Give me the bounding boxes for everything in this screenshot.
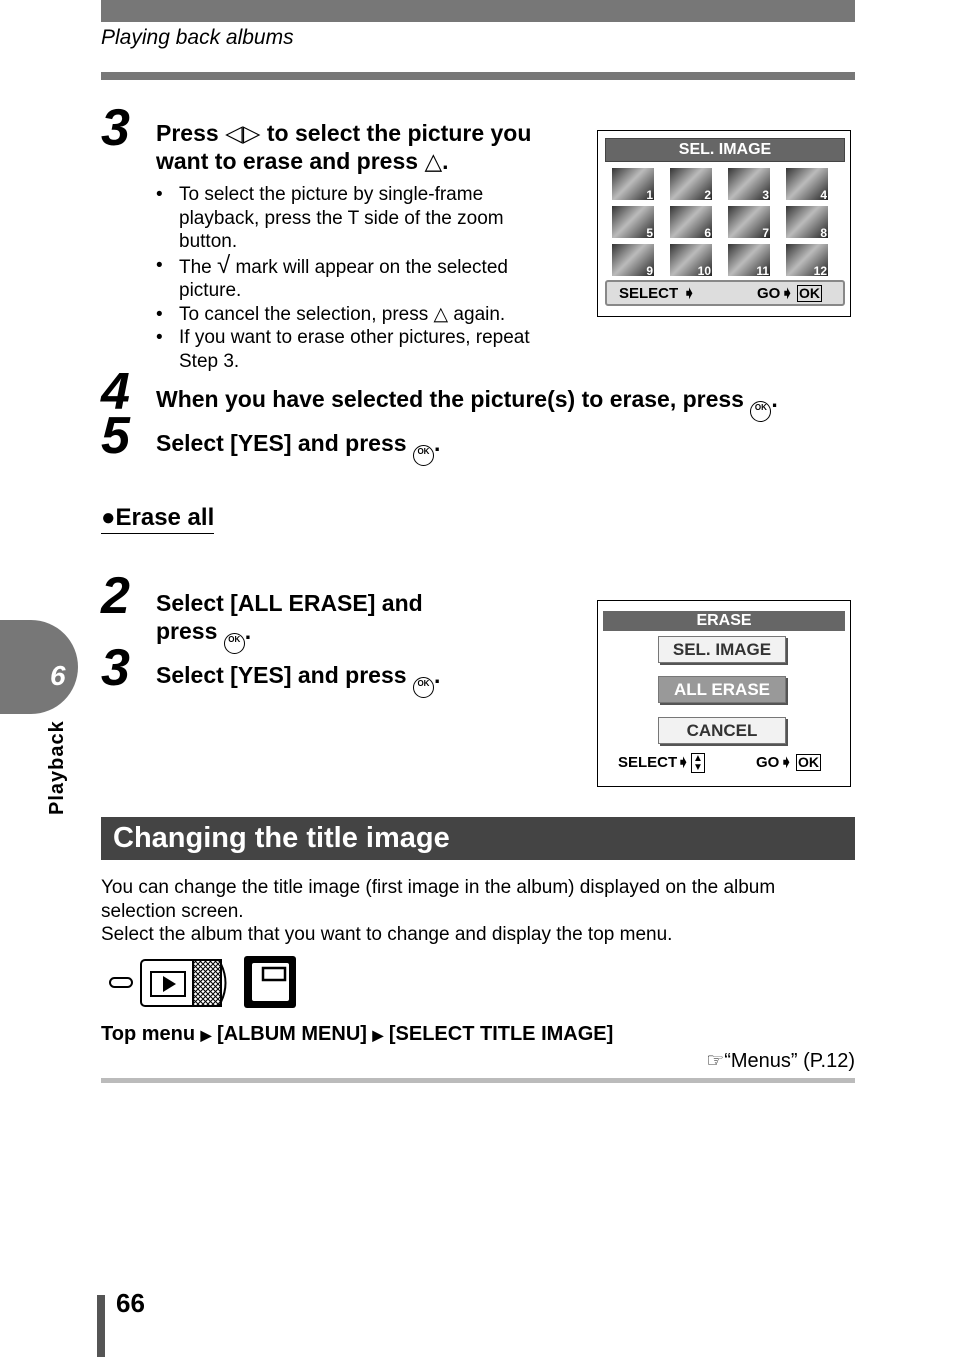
step-text: .: [433, 430, 441, 456]
step-2-text: [156, 589, 456, 654]
select-label: SELECT: [619, 285, 679, 302]
bullet-text: again.: [448, 303, 506, 325]
step-text: .: [244, 618, 252, 644]
arrow-right-icon: ➧: [780, 754, 793, 771]
screen-footer: [603, 751, 845, 778]
reference-hand-icon: ☞: [706, 1050, 725, 1072]
arrow-right-icon: ▶: [200, 1027, 212, 1043]
screen-title: ERASE: [603, 611, 845, 631]
step-3b-text: [156, 661, 440, 698]
paragraph-line: You can change the title image (first image in the album) displayed on the album selection screen.: [101, 877, 776, 922]
bullet-item: • To select the picture by single-frame playback, press the T side of the zoom button.: [156, 183, 551, 254]
ok-button-icon: OK: [413, 445, 434, 466]
triangle-up-icon: △: [433, 303, 449, 325]
thumbnail-number: 3: [762, 188, 769, 202]
step-text: .: [433, 662, 441, 688]
thumbnail[interactable]: [670, 244, 712, 276]
menu-path: [101, 1023, 613, 1046]
step-number: 3: [101, 639, 130, 697]
arrow-right-icon: ➧: [683, 285, 696, 302]
all-erase-option[interactable]: ALL ERASE: [658, 676, 786, 703]
section-title: Changing the title image: [101, 817, 855, 860]
page-number-bar: [97, 1295, 105, 1357]
section-rule: [101, 1078, 855, 1083]
thumbnail-number: 4: [820, 188, 827, 202]
check-mark-icon: √: [217, 251, 231, 279]
thumbnail[interactable]: [612, 244, 654, 276]
step-text: Select [ALL ERASE] and press: [156, 590, 423, 644]
menus-reference: [706, 1048, 855, 1073]
step-text: to select the picture you want to erase and press: [156, 120, 532, 174]
thumbnail-number: 6: [704, 226, 711, 240]
step-number: 4: [101, 363, 130, 421]
menu-path-step: [SELECT TITLE IMAGE]: [388, 1023, 614, 1045]
select-label: SELECT: [618, 754, 678, 771]
playback-mode-dial-icon: [108, 954, 300, 1010]
thumbnail-number: 11: [756, 264, 769, 278]
arrow-right-icon: ➧: [677, 754, 690, 771]
ok-box: OK: [798, 754, 819, 770]
running-header: Playing back albums: [101, 26, 294, 49]
menu-path-step: [ALBUM MENU]: [216, 1023, 367, 1045]
paragraph-line: Select the album that you want to change and display the top menu.: [101, 924, 673, 945]
thumbnail[interactable]: [786, 168, 828, 200]
go-label: GO: [757, 285, 781, 302]
step-text: Select [YES] and press: [156, 662, 407, 688]
thumbnail-number: 7: [762, 226, 769, 240]
ok-box: OK: [799, 285, 820, 301]
bullet-list: [156, 183, 551, 373]
bullet-item: [156, 303, 551, 327]
ok-button-icon: OK: [224, 633, 245, 654]
thumbnail-number: 8: [820, 226, 827, 240]
up-down-icon: ▲ ▼: [693, 753, 703, 773]
thumbnail-number: 10: [697, 264, 711, 278]
arrow-left-right-icon: ◁▷: [225, 120, 261, 146]
paragraph: [101, 876, 855, 947]
cancel-option[interactable]: CANCEL: [658, 717, 786, 744]
thumbnail-number: 2: [704, 188, 711, 202]
sel-image-screen: [597, 130, 851, 317]
menu-path-step: Top menu: [101, 1023, 196, 1045]
step-number: 3: [101, 99, 130, 157]
step-text: When you have selected the picture(s) to erase, press: [156, 386, 744, 412]
chapter-tab: [0, 620, 78, 714]
thumbnail[interactable]: [728, 168, 770, 200]
thumbnail[interactable]: [786, 206, 828, 238]
step-3-text: [156, 119, 556, 175]
step-number: 5: [101, 407, 130, 465]
screen-title: SEL. IMAGE: [605, 138, 845, 162]
ok-button-icon: OK: [413, 677, 434, 698]
thumbnail[interactable]: [786, 244, 828, 276]
ok-button-icon: OK: [750, 401, 771, 422]
thumbnail[interactable]: [612, 206, 654, 238]
step-text: Select [YES] and press: [156, 430, 407, 456]
thumbnail[interactable]: [728, 206, 770, 238]
arrow-right-icon: ➧: [781, 285, 794, 302]
triangle-up-icon: △: [424, 148, 443, 174]
page-number: 66: [116, 1288, 145, 1318]
step-number: 2: [101, 567, 130, 625]
bullet-text: mark will appear on the selected picture.: [179, 256, 508, 301]
thumbnail[interactable]: [670, 206, 712, 238]
bullet-text: To cancel the selection, press: [179, 303, 434, 325]
sel-image-option[interactable]: SEL. IMAGE: [658, 636, 786, 663]
thumbnail-number: 12: [813, 264, 827, 278]
bullet-item: [156, 251, 551, 303]
screen-footer: [605, 280, 845, 306]
thumbnail-number: 5: [646, 226, 653, 240]
step-text: .: [442, 148, 449, 174]
go-label: GO: [756, 754, 780, 771]
thumbnail[interactable]: [670, 168, 712, 200]
step-text: Press: [156, 120, 226, 146]
erase-all-heading: [101, 504, 214, 534]
arrow-right-icon: ▶: [372, 1027, 384, 1043]
top-bar: [101, 0, 855, 22]
bullet-item: • If you want to erase other pictures, repeat Step 3.: [156, 326, 551, 373]
bullet-text: The: [179, 256, 218, 278]
thumbnail-number: 9: [646, 264, 653, 278]
step-4-text: [156, 385, 778, 422]
thumbnail[interactable]: [612, 168, 654, 200]
step-text: .: [771, 386, 778, 412]
chapter-number: 6: [50, 660, 66, 691]
heading-text: Erase all: [115, 504, 215, 531]
reference-text: “Menus” (P.12): [724, 1050, 855, 1072]
thumbnail-number: 1: [646, 188, 653, 202]
chapter-label: Playback: [46, 720, 68, 815]
header-rule: [101, 72, 855, 80]
bullet-circle-icon: ●: [101, 504, 116, 531]
thumbnail[interactable]: [728, 244, 770, 276]
erase-screen: [597, 600, 851, 787]
step-5-text: [156, 429, 440, 466]
